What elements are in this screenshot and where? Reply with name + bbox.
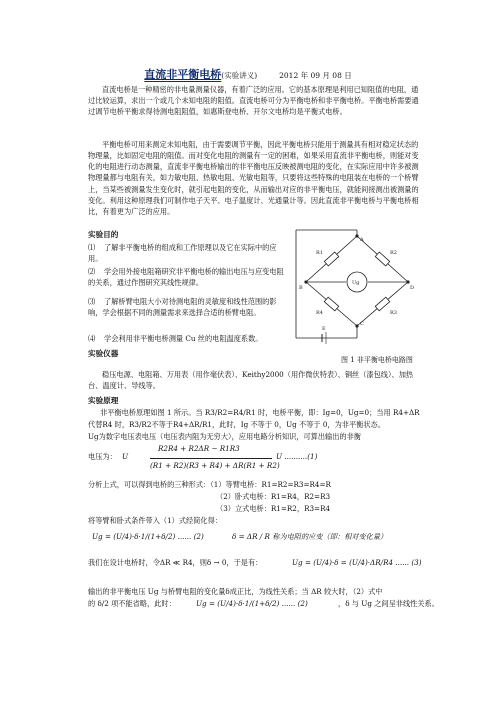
principle-heading: 实验原理 — [88, 396, 119, 405]
instruments-heading: 实验仪器 — [88, 349, 119, 358]
objective-text: 了解非平衡电桥的组成和工作原理以及它在实际中的应用。 — [88, 243, 277, 264]
label-r2: R2 — [390, 250, 397, 256]
label-c: C — [360, 321, 364, 327]
label-r1: R1 — [316, 250, 323, 256]
bridge-circuit-diagram — [292, 226, 422, 346]
intro-paragraph-2: 平衡电桥可用来测定未知电阻，由于需要调节平衡，因此平衡电桥只能用于测量具有相对稳定状态的物理量，比如固定电阻的阻值。而对变化电阻的测量有一定的困难，如果采用直流非平衡电桥，则能对变化的电阻进行动态测量，直流非平衡电桥输出的非平衡电压反映被测电阻的变化，在实际应用中许多被测物理量都与电阻有关，如力敏电阻、热敏电阻、光敏电阻等，只要将这些特殊的电阻装在电桥的一个桥臂上，当某些被测量发生变化时，就引起电阻的变化，从而输出对应的非平衡电压，就能间接测出被测量的变化。利用这种原理我们可制作电子天平、电子温度计、光通量计等。因此直流非平衡电桥与平衡电桥相比，有着更为广泛的应用。 — [88, 140, 419, 216]
label-b: B — [299, 285, 303, 291]
resistor-r4 — [324, 297, 339, 311]
objective-text: 了解桥臂电阻大小对待测电阻的灵敏度和线性范围的影响，学会根据不同的测量需求来选择合适的桥臂电阻。 — [88, 297, 277, 318]
eq1-numerator: R2R4 + R2ΔR − R1R3 — [158, 444, 240, 453]
node-d — [406, 280, 409, 283]
objective-text: 学会利用非平衡电桥测量 Cu 丝的电阻温度系数。 — [104, 334, 263, 343]
figure-caption: 图 1 非平衡电桥电路图 — [341, 356, 413, 364]
principle-line-1: 非平衡电桥原理如图 1 所示。当 R3/R2=R4/R1 时，电桥平衡，即：Ig=0，Ug=0；当用 R4+ΔR — [100, 408, 420, 417]
resistor-r1 — [324, 252, 338, 266]
objective-num: ⑵ — [88, 267, 96, 276]
eq1-tail: U ..........(1) — [276, 452, 318, 461]
node-b — [304, 280, 307, 283]
objectives-heading: 实验目的 — [88, 230, 119, 239]
resistor-r2 — [375, 252, 389, 266]
objective-1 — [88, 242, 288, 264]
objective-num: ⑶ — [88, 297, 96, 306]
label-r4: R4 — [316, 310, 323, 316]
label-ug: Ug — [352, 280, 360, 286]
eq2: Ug = (U/4)·δ·1/(1+δ/2) ...... (2) — [92, 532, 204, 541]
principle-line-11-tail: ，δ 与 Ug 之间呈非线性关系。 — [338, 599, 439, 608]
instruments-text: 稳压电源、电阻箱、万用表（用作毫伏表）、Keithy2000（用作微伏特表）、铜丝（漆包线）、加热台、温度计、导线等。 — [88, 370, 414, 391]
eq3: Ug = (U/4)·δ = (U/4)·ΔR/R4 ...... (3) — [292, 558, 422, 567]
label-d: D — [410, 285, 415, 291]
resistor-r3 — [375, 297, 390, 311]
label-r3: R3 — [390, 310, 397, 316]
principle-line-5: 分析上式，可以得到电桥的三种形式：（1）等臂电桥：R1=R2=R3=R4=R — [88, 480, 331, 489]
principle-line-8: 将等臂和卧式条件带入（1）式经简化得： — [88, 516, 222, 525]
eq1-fraction-bar — [150, 458, 272, 459]
principle-line-7: （3）立式电桥：R1=R2，R3=R4 — [216, 504, 331, 513]
intro-paragraph-1: 直流电桥是一种精密的非电量测量仪器，有着广泛的应用。它的基本原理是利用已知阻值的电阻，通过比较运算，求出一个或几个未知电阻的阻值。直流电桥可分为平衡电桥和非平衡电桥。平衡电桥需要通过调节电桥平衡求得待测电阻阻值，如惠斯登电桥、开尔文电桥均是平衡式电桥。 — [88, 85, 419, 117]
page-subtitle: (实验讲义) — [221, 71, 258, 80]
objective-text: 学会用外接电阻箱研究非平衡电桥的输出电压与应变电阻的关系，通过作图研究其线性规律。 — [88, 267, 284, 288]
principle-line-4: 电压为： — [88, 452, 117, 461]
principle-line-10: 输出的非平衡电压 Ug 与桥臂电阻的变化量δ成正比，为线性关系；当 ΔR 较大时，（2）式中 — [88, 587, 383, 596]
objective-4 — [88, 333, 288, 344]
objective-num: ⑴ — [88, 243, 96, 252]
eq2-note: δ = ΔR / R 称为电阻的应变（即：相对变化量） — [232, 532, 388, 541]
eq1-denominator: (R1 + R2)(R3 + R4) + ΔR(R1 + R2) — [150, 461, 280, 470]
page-title: 直流非平衡电桥 — [144, 68, 222, 81]
objective-2 — [88, 266, 288, 288]
principle-line-2: 代替R4 时，R3/R2不等于R4+ΔR/R1，此时，Ig 不等于 0，Ug 不等于 0，为非平衡状态。 — [88, 420, 385, 429]
node-a — [355, 234, 358, 237]
principle-line-3: Ug为数字电压表电压（电压表内阻为无穷大），应用电路分析知识，可算出输出的非衡 — [88, 432, 361, 441]
eq1-lhs: U — [122, 452, 129, 461]
principle-line-9: 我们在设计电桥时，令ΔR ≪ R4，则δ → 0，于是有： — [88, 558, 263, 567]
page-date: 2012 年 09 月 08 日 — [279, 71, 352, 80]
objective-3 — [88, 296, 288, 318]
eq2-inline: Ug = (U/4)·δ·1/(1+δ/2) ...... (2) — [196, 599, 308, 608]
node-c — [355, 324, 358, 327]
principle-line-11: 的 δ/2 项不能省略，此时： — [88, 599, 176, 608]
label-a: A — [360, 237, 364, 243]
page-header — [0, 66, 496, 83]
label-e: E — [322, 326, 326, 332]
principle-line-6: （2）卧式电桥：R1=R4，R2=R3 — [216, 492, 331, 501]
objective-num: ⑷ — [88, 334, 96, 343]
